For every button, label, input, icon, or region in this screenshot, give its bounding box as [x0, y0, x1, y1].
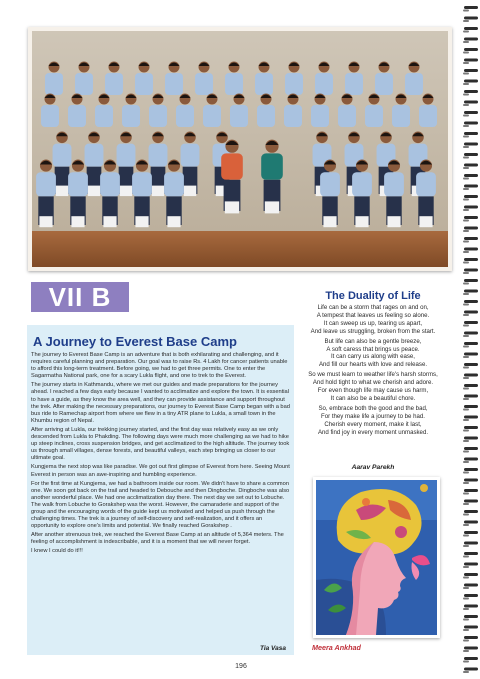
article-panel — [27, 325, 294, 655]
article-body — [31, 352, 290, 558]
poem-line: And hold tight to what we cherish and adore. — [312, 379, 434, 387]
poem-stanza — [298, 338, 448, 370]
poem-stanza — [298, 405, 448, 437]
poem-line: It can carry us along with ease, — [330, 353, 415, 361]
poem-author: Aarav Parekh — [351, 464, 395, 471]
poem-line: So, embrace both the good and the bad, — [318, 404, 428, 412]
poem-line: And find joy in every moment unmasked. — [317, 428, 429, 436]
poem-title: The Duality of Life — [325, 290, 421, 302]
article-paragraph: After arriving at Lukla, our trekking journey started, and the first day was relatively easy as we only descended from Lukla to Phakding. The following days were much more challenging as we had to hike up steep inclines, cross suspension bridges, and get acclimatized to the high altitude. The journey took us through small villages, dense forests, and beautiful valleys, each step bringing us closer to our ultimate goal. — [31, 426, 290, 462]
poem-line: For they make life a journey to be had. — [321, 412, 425, 420]
poem-line: Life can be a storm that rages on and on, — [317, 304, 429, 311]
class-title: VII B — [31, 282, 129, 312]
article-paragraph: After another strenuous trek, we reached the Everest Base Camp at an altitude of 5,364 meters. The feeling of accomplishment is indescribable, and it is a moment that we will never forget. — [31, 532, 284, 546]
article-title: A Journey to Everest Base Camp — [33, 334, 237, 349]
painting-frame — [313, 477, 440, 638]
poem-stanza — [298, 371, 448, 403]
class-photo-frame — [28, 27, 452, 271]
poem-line: And fill our hearts with love and release. — [318, 361, 428, 369]
poem-line: It can sweep us up, tearing us apart, — [323, 319, 423, 327]
poem-line: Cherish every moment, make it last, — [324, 420, 422, 428]
poem-line: It can also be a beautiful chore. — [330, 394, 416, 402]
poem-line: And leave us struggling, broken from the start. — [310, 327, 436, 335]
poem-stanza — [298, 304, 448, 336]
poem-line: A tempest that leaves us feeling so alone. — [316, 311, 430, 319]
article-paragraph: The journey starts in Kathmandu, where we met our guides and made preparations for the journey ahead. I reached a few days early because I wanted to acclimatize and explore the town. It is essential to have a guide, as they know the area well, and they can provide assistance and support throughout the trek. After making the necessary preparations, our journey to Everest Base Camp began with a bad bus ride to Ramechap airport from where we flew in a tiny ATR plane to Lukla, a small town in the Khumbu region of Nepal. — [31, 382, 290, 424]
article-paragraph: Kungjema the next stop was like paradise. We got out first glimpse of Everest from here. Seeing Mount Everest in person was an awe-inspiring and humbling experience. — [31, 464, 290, 478]
spiral-binding — [460, 0, 480, 679]
painting-artist: Meera Ankhad — [312, 643, 361, 652]
poem-line: So we must learn to weather life's harsh storms, — [308, 371, 438, 379]
article-paragraph: The journey to Everest Base Camp is an adventure that is both exhilarating and challenging, and it requires careful planning and preparation. Our goal was to raise Rs. 4 Lakh for cancer patients unable to afford this long-term treatment. Before going, we had to get three permits. One to enter the Sagarmatha National park, one for a scary Lukla flight, and one to trek to the Everest. — [31, 352, 288, 380]
student-painting — [316, 480, 437, 635]
article-paragraph: I knew I could do it!!! — [31, 548, 83, 555]
poem-line: A soft caress that brings us peace. — [326, 345, 420, 353]
poem-line: For even though life may cause us harm, — [317, 387, 429, 395]
article-author: Tia Vasa — [259, 645, 286, 652]
class-group-photo — [32, 31, 448, 267]
poem-line: But life can also be a gentle breeze, — [324, 337, 422, 345]
article-paragraph: For the first time at Kungjema, we had a bathroom inside our room. We didn't have to share a common one. We soon got back on the trail and headed to Debouche and then Dingboche. Dingboche was also another wonderful place. We had one acclimatization day there. The next day we set out to Lobuche. The walk from Lobuche to Gorakshep was the worst. However, the camaraderie and support of the group and the encouraging words of the guide kept us motivated and helped us push through the challenging times. The trek is a journey of self-discovery and self-realization, and it offers an opportunity to explore one's limits and potential. We finally reached Gorakshep . — [31, 480, 290, 530]
page-number: 196 — [235, 663, 247, 670]
poem-body — [298, 304, 448, 439]
